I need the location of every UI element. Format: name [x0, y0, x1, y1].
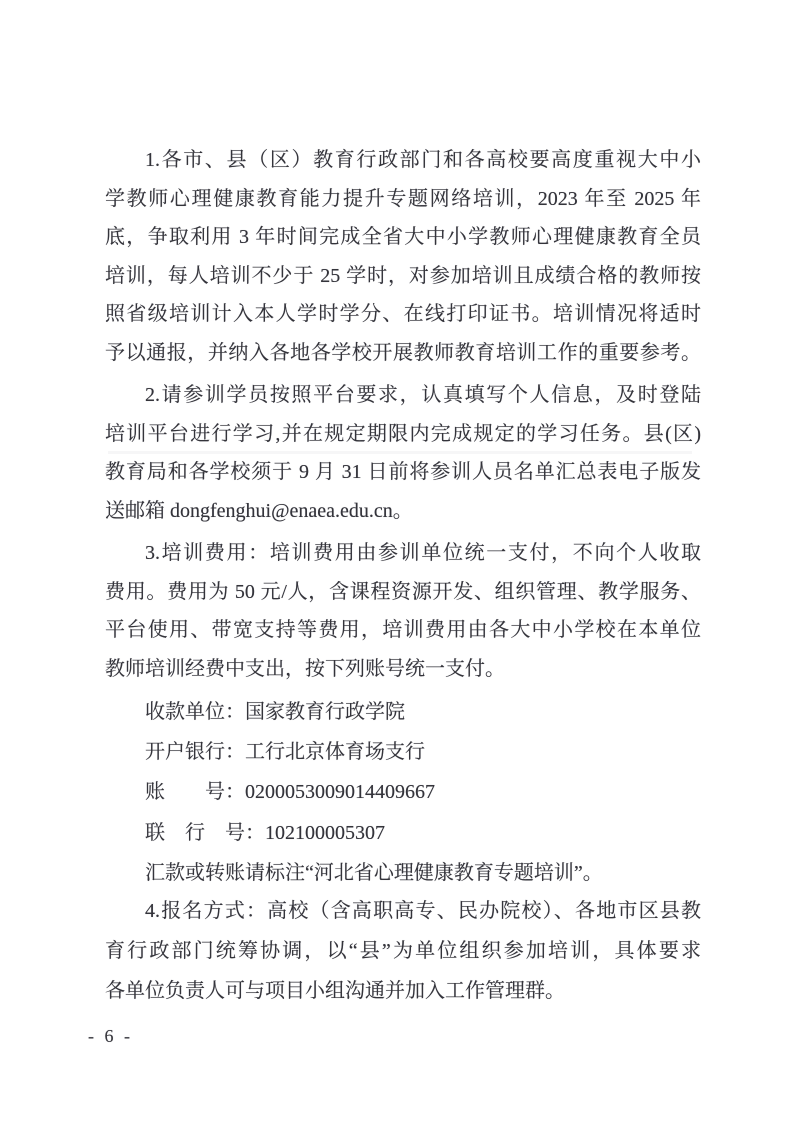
- account-number-line: 账 号：0200053009014409667: [145, 781, 435, 804]
- text-line: 学教师心理健康教育能力提升专题网络培训，2023 年至 2025 年: [105, 187, 701, 210]
- bank-code-line: 联 行 号：102100005307: [145, 821, 385, 844]
- bank-details: [105, 692, 701, 893]
- text-line: 培训，每人培训不少于 25 学时，对参加培训且成绩合格的教师按: [105, 264, 701, 287]
- document-body: [105, 141, 701, 1011]
- text-line: 底，争取利用 3 年时间完成全省大中小学教师心理健康教育全员: [105, 226, 701, 248]
- text-line: 教师培训经费中支出，按下列账号统一支付。: [105, 657, 505, 680]
- paragraph-3: [105, 534, 701, 688]
- text-line: 照省级培训计入本人学时学分、在线打印证书。培训情况将适时: [105, 303, 701, 325]
- text-line: 1.各市、县（区）教育行政部门和各高校要高度重视大中小: [145, 149, 701, 171]
- text-line: 培训平台进行学习,并在规定期限内完成规定的学习任务。县(区): [105, 422, 701, 445]
- scan-artifact: [108, 451, 692, 454]
- text-line: 育行政部门统筹协调，以“县”为单位组织参加培训，具体要求: [105, 940, 701, 963]
- bank-branch-line: 开户银行：工行北京体育场支行: [145, 741, 425, 764]
- text-line: 4.报名方式：高校（含高职高专、民办院校）、各地市区县教: [145, 900, 701, 923]
- payee-line: 收款单位：国家教育行政学院: [145, 701, 405, 723]
- text-line: 教育局和各学校须于 9 月 31 日前将参训人员名单汇总表电子版发: [105, 461, 701, 483]
- text-line: 各单位负责人可与项目小组沟通并加入工作管理群。: [105, 980, 565, 1003]
- paragraph-1: [105, 141, 701, 372]
- text-line: 3.培训费用：培训费用由参训单位统一支付，不向个人收取: [145, 542, 701, 564]
- remittance-note-line: 汇款或转账请标注“河北省心理健康教育专题培训”。: [145, 861, 603, 884]
- text-line: 2.请参训学员按照平台要求，认真填写个人信息，及时登陆: [145, 384, 701, 406]
- text-line: 费用。费用为 50 元/人，含课程资源开发、组织管理、教学服务、: [105, 580, 701, 603]
- text-line: 予以通报，并纳入各地各学校开展教师教育培训工作的重要参考。: [105, 341, 701, 364]
- text-line: 平台使用、带宽支持等费用，培训费用由各大中小学校在本单位: [105, 619, 701, 641]
- email-line: 送邮箱 dongfenghui@enaea.edu.cn。: [105, 499, 413, 522]
- paragraph-4: [105, 891, 701, 1011]
- page-number: - 6 -: [88, 1026, 133, 1046]
